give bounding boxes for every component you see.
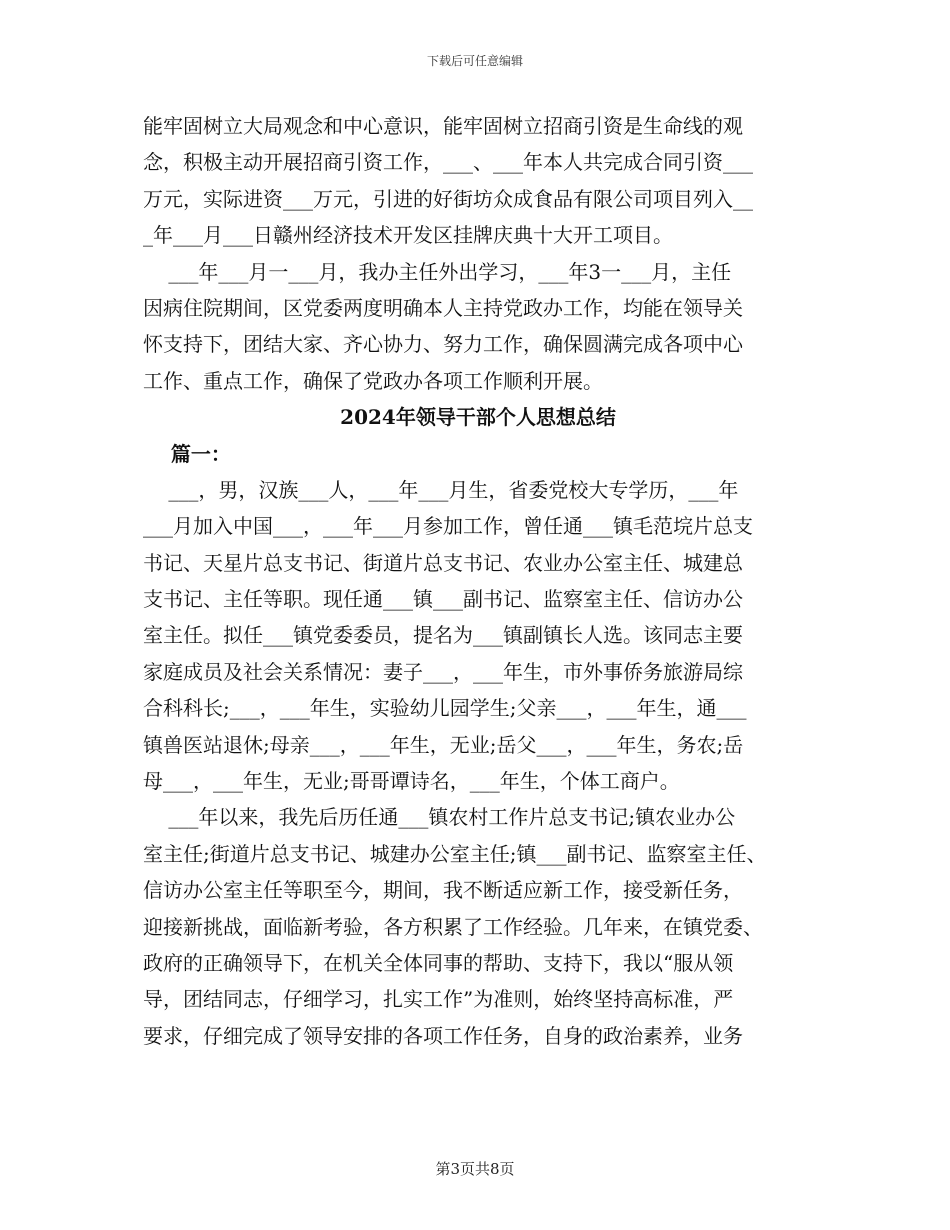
text-line: _年___月___日赣州经济技术开发区挂牌庆典十大开工项目。 [143,223,673,248]
section-title: 2024年领导干部个人思想总结 [340,405,616,430]
text-line: 能牢固树立大局观念和中心意识，能牢固树立招商引资是生命线的观 [143,114,743,138]
page-number: 第3页共8页 [435,1160,515,1178]
paragraph-4 [143,799,813,1054]
text-line: 工作、重点工作，确保了党政办各项工作顺利开展。 [143,368,603,393]
text-line: 合科科长;___，___年生，实验幼儿园学生;父亲___，___年生，通___ [143,696,747,721]
text-line: 镇兽医站退休;母亲___，___年生，无业;岳父___，___年生，务农;岳 [143,732,744,757]
text-line: 书记、天星片总支书记、街道片总支书记、农业办公室主任、城建总 [143,550,743,575]
text-line: 室主任。拟任___镇党委委员，提名为___镇副镇长人选。该同志主要 [143,623,743,648]
text-line: 因病住院期间，区党委两度明确本人主持党政办工作，均能在领导关 [143,295,743,320]
text-line: 怀支持下，团结大家、齐心协力、努力工作，确保圆满完成各项中心 [143,332,743,357]
paragraph-3 [143,472,813,800]
text-line: ___，男，汉族___人，___年___月生，省委党校大专学历，___年 [143,477,739,502]
text-line: 念，积极主动开展招商引资工作，___、___年本人共完成合同引资___ [143,150,753,175]
page-header-note: 下载后可任意编辑 [426,54,523,68]
subheading: 篇一： [143,441,231,466]
text-line: 政府的正确领导下，在机关全体同事的帮助、支持下，我以“服从领 [143,950,734,975]
text-line: 万元，实际进资___万元，引进的好街坊众成食品有限公司项目列入__ [143,186,753,211]
text-line: 迎接新挑战，面临新考验，各方积累了工作经验。几年来，在镇党委、 [143,914,763,939]
text-line: ___年以来，我先后历任通___镇农村工作片总支书记;镇农业办公 [143,805,736,830]
text-line: 信访办公室主任等职至今，期间，我不断适应新工作，接受新任务， [143,878,743,903]
text-line: 家庭成员及社会关系情况：妻子___，___年生，市外事侨务旅游局综 [143,659,743,684]
text-line: 导，团结同志，仔细学习，扎实工作”为准则，始终坚持高标准，严 [143,987,734,1012]
paragraph-1 [143,108,813,254]
text-line: 要求，仔细完成了领导安排的各项工作任务，自身的政治素养，业务 [143,1023,743,1048]
text-line: ___年___月一___月，我办主任外出学习，___年3一___月，主任 [143,259,732,284]
paragraph-2 [143,254,813,400]
text-line: 室主任;街道片总支书记、城建办公室主任;镇___副书记、监察室主任、 [143,841,767,866]
text-line: 支书记、主任等职。现任通___镇___副书记、监察室主任、信访办公 [143,587,743,612]
text-line: ___月加入中国___，___年___月参加工作，曾任通___镇毛范垸片总支 [143,514,753,539]
text-line: 母___，___年生，无业;哥哥谭诗名，___年生，个体工商户。 [143,769,680,794]
document-body [143,108,813,1054]
